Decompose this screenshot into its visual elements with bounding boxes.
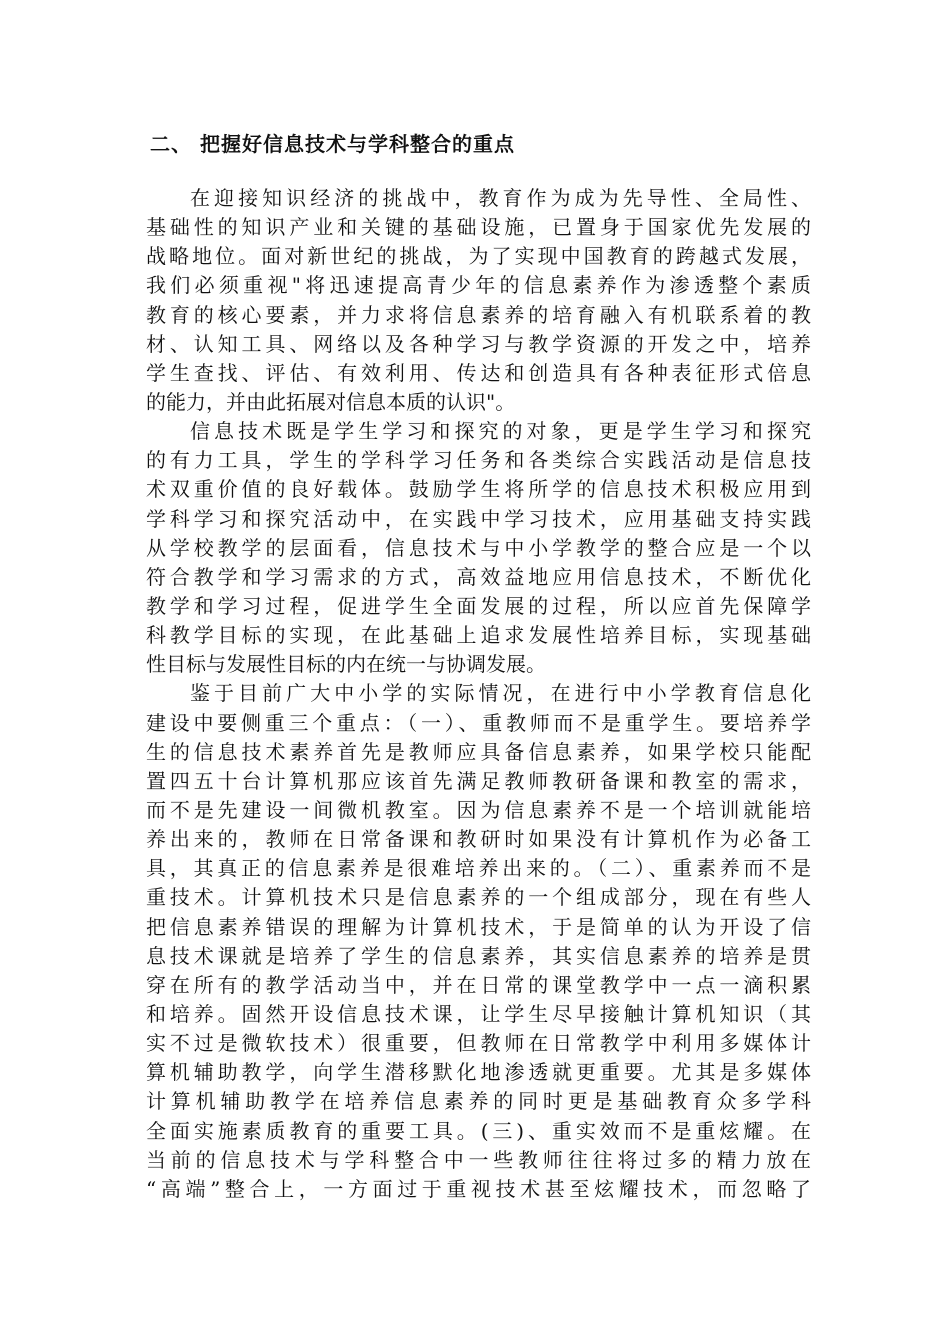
text-line: 基础性的知识产业和关键的基础设施，已置身于国家优先发展的 bbox=[146, 215, 811, 240]
text-line: 生的信息技术素养首先是教师应具备信息素养，如果学校只能配 bbox=[146, 739, 811, 764]
text-line: 学科学习和探究活动中，在实践中学习技术，应用基础支持实践 bbox=[146, 506, 811, 531]
text-line: “高端”整合上，一方面过于重视技术甚至炫耀技术，而忽略了 bbox=[146, 1176, 811, 1201]
text-line: 而不是先建设一间微机教室。因为信息素养不是一个培训就能培 bbox=[146, 797, 811, 822]
text-line: 在迎接知识经济的挑战中，教育作为成为先导性、全局性、 bbox=[190, 186, 811, 210]
text-line: 全面实施素质教育的重要工具。(三)、重实效而不是重炫耀。在 bbox=[146, 1118, 811, 1143]
text-line: 算机辅助教学，向学生潜移默化地渗透就更重要。尤其是多媒体 bbox=[146, 1060, 811, 1085]
text-line: 从学校教学的层面看，信息技术与中小学教学的整合应是一个以 bbox=[146, 535, 811, 560]
text-line: 当前的信息技术与学科整合中一些教师往往将过多的精力放在 bbox=[146, 1147, 811, 1172]
text-line: 计算机辅助教学在培养信息素养的同时更是基础教育众多学科 bbox=[146, 1089, 811, 1114]
body-text bbox=[146, 184, 811, 1204]
text-line: 教学和学习过程，促进学生全面发展的过程，所以应首先保障学 bbox=[146, 593, 811, 618]
text-line: 鉴于目前广大中小学的实际情况，在进行中小学教育信息化 bbox=[190, 681, 811, 706]
text-line: 养出来的，教师在日常备课和教研时如果没有计算机作为必备工 bbox=[146, 827, 811, 852]
text-line: 具，其真正的信息素养是很难培养出来的。（二）、重素养而不是 bbox=[146, 856, 811, 881]
text-line: 置四五十台计算机那应该首先满足教师教研备课和教室的需求， bbox=[146, 768, 811, 793]
text-line: 材、认知工具、网络以及各种学习与教学资源的开发之中，培养 bbox=[146, 331, 811, 356]
text-line: 术双重价值的良好载体。鼓励学生将所学的信息技术积极应用到 bbox=[146, 477, 811, 502]
text-line: 穿在所有的教学活动当中，并在日常的课堂教学中一点一滴积累 bbox=[146, 972, 811, 997]
text-line: 息技术课就是培养了学生的信息素养，其实信息素养的培养是贯 bbox=[146, 943, 811, 968]
text-line: 实不过是微软技术）很重要，但教师在日常教学中利用多媒体计 bbox=[146, 1031, 811, 1056]
text-line: 把信息素养错误的理解为计算机技术，于是简单的认为开设了信 bbox=[146, 914, 811, 939]
text-line: 学生查找、评估、有效利用、传达和创造具有各种表征形式倍息 bbox=[146, 360, 811, 385]
text-line: 性目标与发展性目标的内在统一与协调发展。 bbox=[146, 652, 546, 677]
section-heading: 二、 把握好信息技术与学科整合的重点 bbox=[150, 132, 515, 156]
text-line: 战略地位。面对新世纪的挑战，为了实现中国教育的跨越式发展， bbox=[146, 244, 811, 269]
text-line: 信息技术既是学生学习和探究的对象，更是学生学习和探究 bbox=[190, 419, 811, 444]
text-line: 教育的核心要素，并力求将信息素养的培育融入有机联系着的教 bbox=[146, 302, 811, 327]
text-line: 重技术。计算机技术只是信息素养的一个组成部分，现在有些人 bbox=[146, 885, 811, 910]
text-line: 科教学目标的实现，在此基础上追求发展性培养目标，实现基础 bbox=[146, 623, 811, 648]
text-line: 和培养。固然开设信息技术课，让学生尽早接触计算机知识（其 bbox=[146, 1001, 811, 1026]
text-line: 的能力，并由此拓展对信息本质的认识"。 bbox=[146, 389, 516, 414]
text-line: 符合教学和学习需求的方式，高效益地应用信息技术，不断优化 bbox=[146, 564, 811, 589]
text-line: 我们必须重视"将迅速提高青少年的信息素养作为渗透整个素质 bbox=[146, 273, 811, 298]
text-line: 建设中要侧重三个重点：（一）、重教师而不是重学生。要培养学 bbox=[146, 710, 811, 735]
text-line: 的有力工具，学生的学科学习任务和各类综合实践活动是信息技 bbox=[146, 448, 811, 473]
